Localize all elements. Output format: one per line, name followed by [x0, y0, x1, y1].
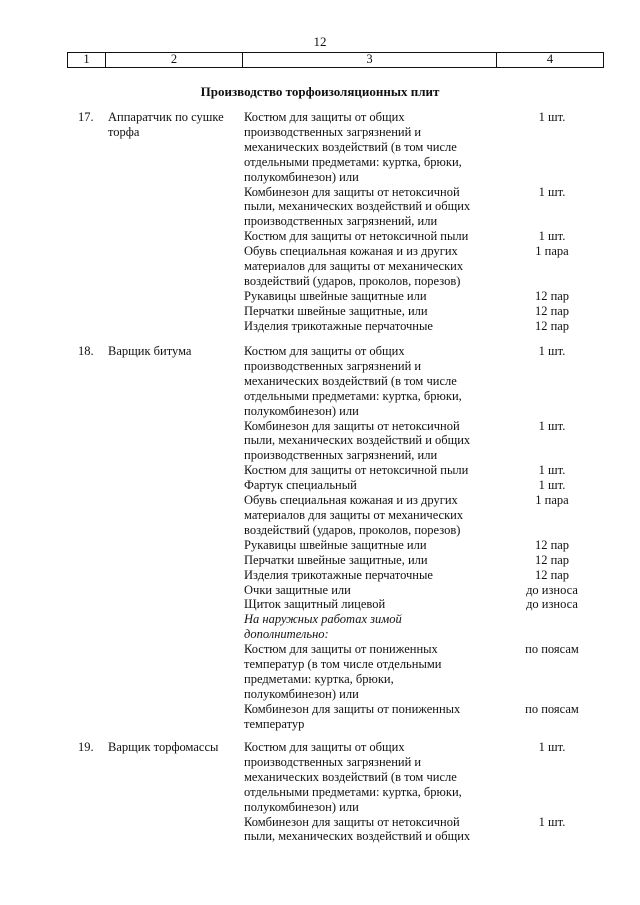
item-quantity: 1 шт. — [538, 229, 566, 244]
item-quantity: 12 пар — [534, 288, 570, 303]
entry-number: 17. — [78, 110, 94, 124]
item-name: Комбинезон для защиты от нетоксичной пыли, механических воздействий и общих производственных загрязнений, или — [244, 418, 471, 463]
item-quantity: 1 шт. — [538, 740, 566, 754]
list-item — [244, 304, 639, 319]
column-header-2: 2 — [106, 53, 243, 68]
list-item — [244, 463, 639, 478]
item-name: Костюм для защиты от общих производственных загрязнений и механических воздействий (в том числе отдельными предметами: куртка, брюки, полукомбинезон) или — [244, 344, 462, 418]
item-quantity: 12 пар — [534, 567, 570, 582]
item-list — [244, 344, 639, 732]
item-name: Рукавицы швейные защитные или — [244, 288, 427, 303]
list-item — [244, 583, 639, 598]
item-quantity: 12 пар — [534, 552, 570, 567]
item-quantity: 1 шт. — [538, 344, 566, 358]
item-quantity: 1 шт. — [538, 478, 566, 493]
item-quantity: по поясам — [525, 701, 579, 716]
item-quantity: 1 пара — [535, 244, 569, 259]
profession-name: Аппаратчик по сушке торфа — [108, 110, 224, 139]
list-item — [244, 344, 639, 419]
item-name: Костюм для защиты от нетоксичной пыли — [244, 229, 469, 244]
page-number: 12 — [313, 34, 327, 49]
list-item — [244, 319, 639, 334]
item-name: Перчатки швейные защитные, или — [244, 552, 428, 567]
list-item — [244, 568, 639, 583]
item-name: Костюм для защиты от пониженных температур (в том числе отдельными предметами: куртка, брюки, полукомбинезон) или — [244, 642, 442, 701]
item-quantity: 1 шт. — [538, 418, 566, 433]
item-name: Комбинезон для защиты от нетоксичной пыли, механических воздействий и общих производственных загрязнений, или — [244, 184, 471, 229]
item-name: Перчатки швейные защитные, или — [244, 303, 428, 318]
item-name: Комбинезон для защиты от нетоксичной пыли, механических воздействий и общих — [244, 814, 471, 844]
item-quantity: 1 пара — [535, 493, 569, 508]
list-item — [244, 419, 639, 464]
list-item — [244, 740, 639, 815]
list-item — [244, 553, 639, 568]
list-item — [244, 185, 639, 230]
profession-name: Варщик торфомассы — [108, 740, 219, 754]
list-item — [244, 702, 639, 732]
list-item — [244, 110, 639, 185]
item-quantity: 1 шт. — [538, 463, 566, 478]
item-name: Обувь специальная кожаная и из других материалов для защиты от механических воздействий (ударов, проколов, порезов) — [244, 244, 464, 288]
entry-number: 19. — [78, 740, 94, 754]
item-quantity: по поясам — [525, 642, 579, 657]
column-header-3: 3 — [243, 53, 497, 68]
item-name: Рукавицы швейные защитные или — [244, 537, 427, 552]
list-item — [244, 642, 639, 702]
item-list — [244, 740, 639, 844]
list-item — [244, 493, 639, 538]
list-item — [244, 597, 639, 612]
item-quantity: 1 шт. — [538, 184, 566, 199]
item-quantity: 1 шт. — [538, 110, 566, 124]
list-item — [244, 815, 639, 845]
column-header-1: 1 — [68, 53, 106, 68]
column-header-table — [67, 52, 604, 68]
winter-note: На наружных работах зимой дополнительно: — [244, 612, 402, 642]
profession-name: Варщик битума — [108, 344, 192, 358]
entry-number: 18. — [78, 344, 94, 358]
item-name: Фартук специальный — [244, 478, 357, 493]
item-name: Изделия трикотажные перчаточные — [244, 318, 433, 333]
item-name: Костюм для защиты от нетоксичной пыли — [244, 463, 469, 478]
list-item — [244, 289, 639, 304]
item-quantity: до износа — [526, 597, 578, 612]
item-name: Костюм для защиты от общих производственных загрязнений и механических воздействий (в том числе отдельными предметами: куртка, брюки, полукомбинезон) или — [244, 740, 462, 814]
item-quantity: 12 пар — [534, 303, 570, 318]
item-list — [244, 110, 639, 334]
item-quantity: 1 шт. — [538, 814, 566, 829]
item-name: Костюм для защиты от общих производственных загрязнений и механических воздействий (в том числе отдельными предметами: куртка, брюки, полукомбинезон) или — [244, 110, 462, 184]
item-name: Обувь специальная кожаная и из других материалов для защиты от механических воздействий (ударов, проколов, порезов) — [244, 493, 464, 537]
list-item — [244, 244, 639, 289]
item-name: Очки защитные или — [244, 582, 351, 597]
item-name: Комбинезон для защиты от пониженных температур — [244, 701, 461, 731]
item-quantity: 12 пар — [534, 318, 570, 333]
item-name: Щиток защитный лицевой — [244, 597, 386, 612]
item-quantity: до износа — [526, 582, 578, 597]
section-title: Производство торфоизоляционных плит — [200, 84, 440, 99]
item-name: Изделия трикотажные перчаточные — [244, 567, 433, 582]
column-header-4: 4 — [497, 53, 604, 68]
item-quantity: 12 пар — [534, 537, 570, 552]
list-item — [244, 538, 639, 553]
list-item — [244, 478, 639, 493]
list-item — [244, 229, 639, 244]
